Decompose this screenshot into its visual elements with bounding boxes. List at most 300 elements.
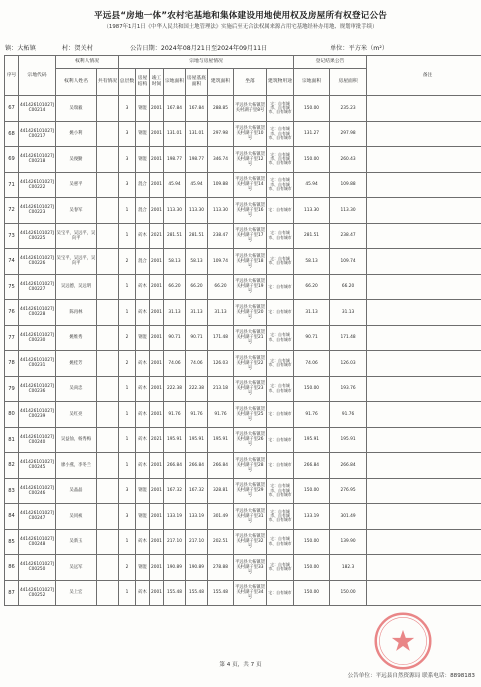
- row-total-floors: 1: [119, 274, 136, 300]
- row-building-area: 288.85: [208, 96, 234, 122]
- row-remarks: [367, 274, 481, 300]
- row-house-area-result: 113.30: [330, 198, 367, 224]
- row-parcel-area: 167.84: [164, 96, 186, 122]
- row-owner-name: 吴新玉: [56, 529, 97, 555]
- row-parcel-code: 441426101027JC00225: [19, 223, 56, 249]
- row-parcel-area: 113.30: [164, 198, 186, 224]
- row-structure: 砖木: [136, 580, 150, 606]
- row-total-floors: 3: [119, 172, 136, 198]
- row-building-area: 301.49: [208, 504, 234, 530]
- row-location: 平远县大柘镇贺关村湖子里25号: [234, 402, 267, 428]
- row-seq: 77: [5, 325, 19, 351]
- row-base-area: 222.38: [186, 376, 208, 402]
- row-structure: 砖木: [136, 453, 150, 479]
- row-parcel-area: 58.13: [164, 249, 186, 275]
- row-location: 平远县大柘镇贺关村湖子里31号: [234, 504, 267, 530]
- row-structure: 混合: [136, 198, 150, 224]
- row-owner-name: 吴同祯: [56, 504, 97, 530]
- row-location: 平远县大柘镇贺关村湖子里10号: [234, 121, 267, 147]
- row-house-area-result: 195.91: [330, 427, 367, 453]
- row-remarks: [367, 300, 481, 326]
- table-row: [5, 580, 481, 606]
- row-total-floors: 1: [119, 300, 136, 326]
- row-building-area: 238.47: [208, 223, 234, 249]
- row-parcel-area-result: 150.00: [294, 147, 330, 173]
- row-parcel-area: 31.13: [164, 300, 186, 326]
- row-location: 平远县大柘镇贺关村湖子里12号: [234, 147, 267, 173]
- registration-table: [4, 55, 481, 606]
- row-owner-name: 吴晶晶: [56, 478, 97, 504]
- row-completion-year: 2001: [150, 147, 164, 173]
- row-structure: 混合: [136, 249, 150, 275]
- header-code: 宗地代码: [19, 56, 56, 96]
- row-base-area: 190.89: [186, 555, 208, 581]
- row-owner-name: 吴惠平: [56, 172, 97, 198]
- row-usage: 宅：自有城市: [267, 402, 294, 428]
- row-owner-name: 吴春军: [56, 198, 97, 224]
- row-remarks: [367, 249, 481, 275]
- row-completion-year: 2001: [150, 172, 164, 198]
- row-usage: 宅：自有城市、自有城市: [267, 325, 294, 351]
- row-house-area-result: 150.00: [330, 580, 367, 606]
- row-structure: 砖木: [136, 274, 150, 300]
- row-usage: 宅：自有城市、自有城市、自有城市: [267, 121, 294, 147]
- row-building-area: 91.76: [208, 402, 234, 428]
- row-owner-name: 吴上宏: [56, 580, 97, 606]
- row-remarks: [367, 351, 481, 377]
- row-structure: 砖木: [136, 300, 150, 326]
- info-unit: 单位：平方米（m²）: [330, 45, 389, 52]
- row-seq: 82: [5, 453, 19, 479]
- row-parcel-area: 281.51: [164, 223, 186, 249]
- row-parcel-area: 155.48: [164, 580, 186, 606]
- row-seq: 87: [5, 580, 19, 606]
- row-total-floors: 2: [119, 249, 136, 275]
- row-completion-year: 2021: [150, 427, 164, 453]
- row-building-area: 171.48: [208, 325, 234, 351]
- row-completion-year: 2001: [150, 478, 164, 504]
- row-base-area: 90.71: [186, 325, 208, 351]
- row-completion-year: 2001: [150, 580, 164, 606]
- table-row: [5, 198, 481, 224]
- row-seq: 78: [5, 351, 19, 377]
- table-row: [5, 121, 481, 147]
- row-total-floors: 1: [119, 453, 136, 479]
- row-parcel-area: 45.94: [164, 172, 186, 198]
- row-owner-name: 吴尚忠: [56, 376, 97, 402]
- row-parcel-area-result: 150.00: [294, 529, 330, 555]
- row-base-area: 45.94: [186, 172, 208, 198]
- row-building-area: 109.74: [208, 249, 234, 275]
- row-remarks: [367, 504, 481, 530]
- row-completion-year: 2001: [150, 325, 164, 351]
- row-owner-name: 吴瑞毅: [56, 96, 97, 122]
- row-seq: 71: [5, 172, 19, 198]
- row-co-owned: [97, 198, 119, 224]
- row-structure: 砖木: [136, 402, 150, 428]
- row-parcel-area-result: 266.84: [294, 453, 330, 479]
- row-parcel-area-result: 150.00: [294, 96, 330, 122]
- row-total-floors: 3: [119, 504, 136, 530]
- row-building-area: 297.98: [208, 121, 234, 147]
- row-usage: 宅：自有城市、自有城市: [267, 376, 294, 402]
- row-house-area-result: 109.88: [330, 172, 367, 198]
- row-completion-year: 2001: [150, 198, 164, 224]
- row-remarks: [367, 147, 481, 173]
- row-house-area-result: 31.13: [330, 300, 367, 326]
- header-total-floors: 总层数: [119, 69, 136, 96]
- header-row-top: [5, 56, 481, 69]
- row-location: 平远县大柘镇贺关村湖子里33号: [234, 555, 267, 581]
- row-location: 平远县大柘镇贺关村湖子里19号: [234, 274, 267, 300]
- row-base-area: 198.77: [186, 147, 208, 173]
- table-row: [5, 96, 481, 122]
- row-house-area-result: 260.43: [330, 147, 367, 173]
- header-location: 坐落: [234, 69, 267, 96]
- row-parcel-area-result: 90.71: [294, 325, 330, 351]
- row-base-area: 217.10: [186, 529, 208, 555]
- row-location: 平远县大柘镇贺关村湖子里34号: [234, 580, 267, 606]
- row-usage: 宅：自有城市: [267, 198, 294, 224]
- row-completion-year: 2021: [150, 223, 164, 249]
- row-seq: 72: [5, 198, 19, 224]
- table-row: [5, 172, 481, 198]
- row-remarks: [367, 453, 481, 479]
- header-completion: 竣工时间: [150, 69, 164, 96]
- row-total-floors: 1: [119, 223, 136, 249]
- row-house-area-result: 297.98: [330, 121, 367, 147]
- row-location: 平远县大柘镇贺关村湖子里14号: [234, 172, 267, 198]
- row-remarks: [367, 325, 481, 351]
- header-seq: 序号: [5, 56, 19, 96]
- table-row: [5, 504, 481, 530]
- row-total-floors: 1: [119, 529, 136, 555]
- row-parcel-area-result: 45.94: [294, 172, 330, 198]
- row-co-owned: [97, 351, 119, 377]
- row-co-owned: [97, 121, 119, 147]
- row-seq: 84: [5, 504, 19, 530]
- row-completion-year: 2001: [150, 300, 164, 326]
- table-row: [5, 147, 481, 173]
- row-parcel-area-result: 74.06: [294, 351, 330, 377]
- row-parcel-code: 441426101027JC00240: [19, 427, 56, 453]
- row-base-area: 195.91: [186, 427, 208, 453]
- info-town: 镇：大柘镇: [5, 45, 36, 52]
- table-row: [5, 376, 481, 402]
- row-building-area: 346.74: [208, 147, 234, 173]
- row-total-floors: 1: [119, 198, 136, 224]
- row-completion-year: 2001: [150, 529, 164, 555]
- row-building-area: 155.48: [208, 580, 234, 606]
- row-completion-year: 2001: [150, 351, 164, 377]
- table-row: [5, 249, 481, 275]
- row-location: 平远县大柘镇贺关村湖子里29号: [234, 478, 267, 504]
- row-co-owned: [97, 504, 119, 530]
- row-remarks: [367, 529, 481, 555]
- row-parcel-area: 131.01: [164, 121, 186, 147]
- row-usage: 宅：自有城市: [267, 580, 294, 606]
- table-row: [5, 351, 481, 377]
- row-total-floors: 3: [119, 96, 136, 122]
- row-parcel-code: 441426101027JC00250: [19, 555, 56, 581]
- row-parcel-code: 441426101027JC00214: [19, 96, 56, 122]
- header-owner-group: 权利人情况: [56, 56, 119, 69]
- row-total-floors: 3: [119, 121, 136, 147]
- row-structure: 钢混: [136, 325, 150, 351]
- row-house-area-result: 193.76: [330, 376, 367, 402]
- row-base-area: 74.06: [186, 351, 208, 377]
- row-completion-year: 2001: [150, 96, 164, 122]
- row-parcel-area-result: 133.19: [294, 504, 330, 530]
- header-usage: 建筑物用途: [267, 69, 294, 96]
- row-parcel-code: 441426101027JC00236: [19, 376, 56, 402]
- row-parcel-area-result: 66.20: [294, 274, 330, 300]
- row-owner-name: 廖小燕，李冬兰: [56, 453, 97, 479]
- row-remarks: [367, 402, 481, 428]
- row-usage: 宅：自有城市、自有城市、自有城市: [267, 172, 294, 198]
- row-house-area-result: 238.47: [330, 223, 367, 249]
- row-location: 平远县大柘镇贺关村湖子里20号: [234, 300, 267, 326]
- row-co-owned: [97, 172, 119, 198]
- row-total-floors: 1: [119, 376, 136, 402]
- row-owner-name: 吴远德，吴远明: [56, 274, 97, 300]
- row-parcel-code: 441426101027JC00227: [19, 274, 56, 300]
- row-parcel-code: 441426101027JC00248: [19, 529, 56, 555]
- row-co-owned: [97, 453, 119, 479]
- row-location: 平远县大柘镇贺关村湖子里23号: [234, 376, 267, 402]
- row-owner-name: 吴益仙，杨秀梅: [56, 427, 97, 453]
- row-base-area: 31.13: [186, 300, 208, 326]
- row-completion-year: 2001: [150, 402, 164, 428]
- row-building-area: 278.88: [208, 555, 234, 581]
- row-parcel-code: 441426101027JC00222: [19, 172, 56, 198]
- row-parcel-area: 222.38: [164, 376, 186, 402]
- row-structure: 钢混: [136, 555, 150, 581]
- table-row: [5, 300, 481, 326]
- row-usage: 宅：自有城市、自有城市: [267, 249, 294, 275]
- row-parcel-code: 441426101027JC00239: [19, 402, 56, 428]
- row-usage: 宅：自有城市: [267, 427, 294, 453]
- row-location: 平远县大柘镇贺关村湖子里16号: [234, 198, 267, 224]
- header-result-group: 登记结果公告: [294, 56, 367, 69]
- row-seq: 68: [5, 121, 19, 147]
- row-parcel-area: 266.84: [164, 453, 186, 479]
- row-usage: 宅：自有城市、自有城市、自有城市: [267, 478, 294, 504]
- row-location: 平远县大柘镇贺关村湖子里8号: [234, 96, 267, 122]
- row-seq: 80: [5, 402, 19, 428]
- header-base-area: 房屋基底面积: [186, 69, 208, 96]
- row-owner-name: 吴远军: [56, 555, 97, 581]
- row-seq: 76: [5, 300, 19, 326]
- row-location: 平远县大柘镇贺关村湖子里28号: [234, 453, 267, 479]
- row-parcel-area-result: 150.00: [294, 376, 330, 402]
- table-body: [5, 96, 481, 606]
- row-location: 平远县大柘镇贺关村湖子里32号: [234, 529, 267, 555]
- table-row: [5, 325, 481, 351]
- row-seq: 75: [5, 274, 19, 300]
- row-co-owned: [97, 223, 119, 249]
- row-base-area: 266.84: [186, 453, 208, 479]
- row-base-area: 131.01: [186, 121, 208, 147]
- row-usage: 宅：自有城市: [267, 300, 294, 326]
- row-structure: 钢混: [136, 147, 150, 173]
- row-total-floors: 2: [119, 351, 136, 377]
- row-building-area: 213.18: [208, 376, 234, 402]
- row-house-area-result: 182.3: [330, 555, 367, 581]
- row-house-area-result: 266.84: [330, 453, 367, 479]
- row-parcel-code: 441426101027JC00245: [19, 453, 56, 479]
- row-total-floors: 3: [119, 147, 136, 173]
- row-co-owned: [97, 529, 119, 555]
- row-parcel-area-result: 281.51: [294, 223, 330, 249]
- row-parcel-code: 441426101027JC00226: [19, 249, 56, 275]
- row-base-area: 66.20: [186, 274, 208, 300]
- row-parcel-code: 441426101027JC00223: [19, 198, 56, 224]
- row-base-area: 167.84: [186, 96, 208, 122]
- table-row: [5, 453, 481, 479]
- row-building-area: 202.51: [208, 529, 234, 555]
- row-building-area: 109.88: [208, 172, 234, 198]
- row-co-owned: [97, 300, 119, 326]
- row-building-area: 195.91: [208, 427, 234, 453]
- row-building-area: 266.84: [208, 453, 234, 479]
- row-owner-name: 姚桂芳: [56, 351, 97, 377]
- row-house-area-result: 66.20: [330, 274, 367, 300]
- row-remarks: [367, 198, 481, 224]
- row-building-area: 31.13: [208, 300, 234, 326]
- row-parcel-area: 90.71: [164, 325, 186, 351]
- row-parcel-area-result: 131.27: [294, 121, 330, 147]
- row-seq: 79: [5, 376, 19, 402]
- header-house-area-result: 房屋面积: [330, 69, 367, 96]
- row-owner-name: 吴宝平，吴远平，吴向平: [56, 223, 97, 249]
- header-co-owned: 共有情况: [97, 69, 119, 96]
- issuing-unit: 公告单位：平远县自然资源局 联系电话：8898183: [347, 673, 475, 679]
- table-row: [5, 555, 481, 581]
- row-total-floors: 1: [119, 402, 136, 428]
- row-completion-year: 2001: [150, 121, 164, 147]
- row-remarks: [367, 478, 481, 504]
- row-remarks: [367, 172, 481, 198]
- row-parcel-area: 167.32: [164, 478, 186, 504]
- row-base-area: 58.13: [186, 249, 208, 275]
- row-parcel-area-result: 150.00: [294, 478, 330, 504]
- row-parcel-code: 441426101027JC00246: [19, 478, 56, 504]
- row-owner-name: 陈再林: [56, 300, 97, 326]
- header-parcel-area-result: 宗地面积: [294, 69, 330, 96]
- row-completion-year: 2001: [150, 249, 164, 275]
- row-usage: 宅：自有城市、自有城市: [267, 351, 294, 377]
- row-building-area: 113.30: [208, 198, 234, 224]
- row-parcel-area-result: 150.00: [294, 580, 330, 606]
- row-parcel-area: 217.10: [164, 529, 186, 555]
- row-base-area: 155.48: [186, 580, 208, 606]
- row-parcel-code: 441426101027JC00228: [19, 300, 56, 326]
- page-indicator: 第 4 页，共 7 页: [219, 662, 262, 668]
- row-structure: 砖木: [136, 529, 150, 555]
- row-base-area: 281.51: [186, 223, 208, 249]
- row-remarks: [367, 96, 481, 122]
- row-parcel-area: 190.89: [164, 555, 186, 581]
- header-house-group: 宗地与房屋情况: [119, 56, 294, 69]
- row-completion-year: 2001: [150, 453, 164, 479]
- row-parcel-area: 195.91: [164, 427, 186, 453]
- info-village: 村：贺关村: [62, 45, 93, 52]
- row-parcel-area-result: 195.91: [294, 427, 330, 453]
- header-owner-name: 权利人姓名: [56, 69, 97, 96]
- row-parcel-area-result: 31.13: [294, 300, 330, 326]
- row-structure: 砖木: [136, 376, 150, 402]
- row-usage: 宅：自有城市: [267, 453, 294, 479]
- row-parcel-code: 441426101027JC00230: [19, 325, 56, 351]
- row-structure: 砖木: [136, 351, 150, 377]
- row-usage: 宅：自有城市、自有城市、自有城市: [267, 504, 294, 530]
- row-structure: 钢混: [136, 96, 150, 122]
- row-seq: 81: [5, 427, 19, 453]
- row-usage: 宅：自有城市、自有城市: [267, 555, 294, 581]
- header-building-area: 建筑面积: [208, 69, 234, 96]
- row-remarks: [367, 121, 481, 147]
- row-total-floors: 1: [119, 427, 136, 453]
- table-row: [5, 223, 481, 249]
- row-parcel-area-result: 58.13: [294, 249, 330, 275]
- row-house-area-result: 235.23: [330, 96, 367, 122]
- row-parcel-code: 441426101027JC00218: [19, 147, 56, 173]
- row-location: 平远县大柘镇贺关村湖子里21号: [234, 325, 267, 351]
- row-remarks: [367, 376, 481, 402]
- header-remarks: 备注: [367, 56, 481, 96]
- row-seq: 73: [5, 223, 19, 249]
- row-base-area: 113.30: [186, 198, 208, 224]
- table-row: [5, 274, 481, 300]
- row-seq: 67: [5, 96, 19, 122]
- row-owner-name: 吴红亮: [56, 402, 97, 428]
- row-building-area: 328.81: [208, 478, 234, 504]
- row-parcel-area-result: 91.76: [294, 402, 330, 428]
- row-parcel-code: 441426101027JC00231: [19, 351, 56, 377]
- row-location: 平远县大柘镇贺关村湖子里26号: [234, 427, 267, 453]
- row-location: 平远县大柘镇贺关村湖子里17号: [234, 223, 267, 249]
- row-co-owned: [97, 427, 119, 453]
- row-location: 平远县大柘镇贺关村湖子里22号: [234, 351, 267, 377]
- row-building-area: 66.20: [208, 274, 234, 300]
- row-co-owned: [97, 325, 119, 351]
- row-usage: 宅：自有城市、自有城市: [267, 223, 294, 249]
- table-row: [5, 427, 481, 453]
- row-usage: 宅：自有城市、自有城市、自有城市: [267, 96, 294, 122]
- row-seq: 86: [5, 555, 19, 581]
- row-completion-year: 2001: [150, 555, 164, 581]
- row-parcel-area: 198.77: [164, 147, 186, 173]
- row-parcel-area: 91.76: [164, 402, 186, 428]
- row-house-area-result: 109.74: [330, 249, 367, 275]
- row-usage: 宅：自有城市、自有城市、自有城市: [267, 147, 294, 173]
- row-parcel-code: 441426101027JC00217: [19, 121, 56, 147]
- row-owner-name: 吴宝平，吴远平，吴向平: [56, 249, 97, 275]
- row-remarks: [367, 555, 481, 581]
- row-co-owned: [97, 376, 119, 402]
- row-owner-name: 姚维秀: [56, 325, 97, 351]
- row-remarks: [367, 223, 481, 249]
- row-house-area-result: 171.48: [330, 325, 367, 351]
- row-completion-year: 2001: [150, 274, 164, 300]
- row-structure: 砖木: [136, 223, 150, 249]
- row-house-area-result: 91.76: [330, 402, 367, 428]
- row-structure: 钢混: [136, 504, 150, 530]
- row-usage: 宅：自有城市: [267, 274, 294, 300]
- row-structure: 钢混: [136, 478, 150, 504]
- row-co-owned: [97, 147, 119, 173]
